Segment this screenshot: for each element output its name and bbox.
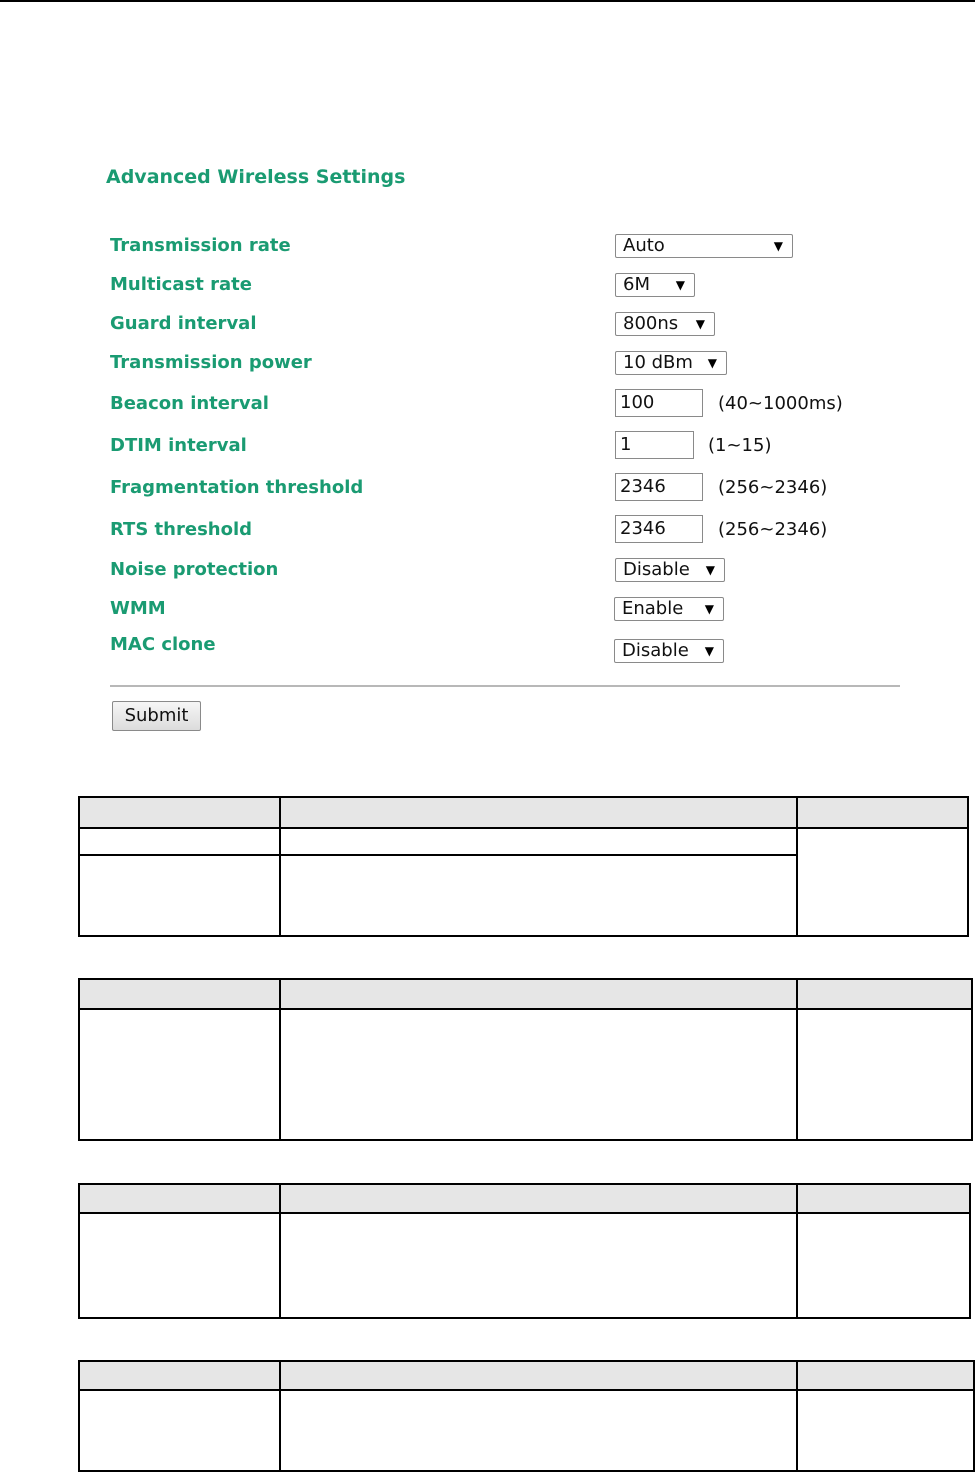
table-column-divider [279, 1362, 281, 1470]
chevron-down-icon: ▼ [704, 644, 714, 658]
transmission-power-select[interactable] [615, 351, 727, 375]
chevron-down-icon: ▼ [707, 356, 717, 370]
mac-clone-select[interactable] [614, 639, 724, 663]
dtim-interval-range: (1~15) [708, 435, 772, 456]
table-column-divider [796, 1185, 798, 1317]
fragmentation-threshold-range: (256~2346) [718, 477, 828, 498]
guard-interval-value: 800ns [623, 313, 679, 334]
table-row-divider [80, 854, 798, 856]
transmission-rate-label: Transmission rate [110, 235, 291, 256]
rts-threshold-input[interactable]: 2346 [615, 515, 703, 543]
table-column-divider [279, 980, 281, 1139]
noise-protection-label: Noise protection [110, 559, 279, 580]
rts-threshold-label: RTS threshold [110, 519, 253, 540]
chevron-down-icon: ▼ [675, 278, 685, 292]
submit-button[interactable]: Submit [112, 701, 201, 731]
chevron-down-icon: ▼ [695, 317, 705, 331]
table-column-divider [796, 1362, 798, 1470]
settings-table-3 [78, 1183, 971, 1319]
table-column-divider [796, 980, 798, 1139]
transmission-rate-value: Auto [623, 235, 665, 256]
chevron-down-icon: ▼ [705, 563, 715, 577]
settings-table-1 [78, 796, 969, 937]
beacon-interval-label: Beacon interval [110, 393, 269, 414]
table-column-divider [279, 1185, 281, 1317]
mac-clone-value: Disable [622, 640, 689, 661]
settings-table-2 [78, 978, 973, 1141]
settings-table-4 [78, 1360, 975, 1472]
fragmentation-threshold-label: Fragmentation threshold [110, 477, 364, 498]
transmission-power-label: Transmission power [110, 352, 312, 373]
table-header-row [80, 1362, 973, 1391]
multicast-rate-value: 6M [623, 274, 650, 295]
guard-interval-label: Guard interval [110, 313, 257, 334]
form-divider [110, 685, 900, 687]
transmission-rate-select[interactable] [615, 234, 793, 258]
guard-interval-select[interactable] [615, 312, 715, 336]
table-header-row [80, 798, 967, 829]
chevron-down-icon: ▼ [773, 239, 783, 253]
mac-clone-label: MAC clone [110, 634, 216, 655]
dtim-interval-input[interactable]: 1 [615, 431, 694, 459]
table-column-divider [796, 798, 798, 935]
fragmentation-threshold-input[interactable]: 2346 [615, 473, 703, 501]
wmm-value: Enable [622, 598, 684, 619]
multicast-rate-label: Multicast rate [110, 274, 252, 295]
multicast-rate-select[interactable] [615, 273, 695, 297]
dtim-interval-label: DTIM interval [110, 435, 247, 456]
wmm-label: WMM [110, 598, 166, 619]
table-header-row [80, 1185, 969, 1214]
rts-threshold-range: (256~2346) [718, 519, 828, 540]
table-header-row [80, 980, 971, 1010]
beacon-interval-input[interactable]: 100 [615, 389, 703, 417]
noise-protection-value: Disable [623, 559, 690, 580]
wmm-select[interactable] [614, 597, 724, 621]
transmission-power-value: 10 dBm [623, 352, 693, 373]
form-title: Advanced Wireless Settings [106, 166, 406, 188]
noise-protection-select[interactable] [615, 558, 725, 582]
page-top-rule [0, 0, 975, 2]
beacon-interval-range: (40~1000ms) [718, 393, 843, 414]
table-column-divider [279, 798, 281, 935]
chevron-down-icon: ▼ [704, 602, 714, 616]
